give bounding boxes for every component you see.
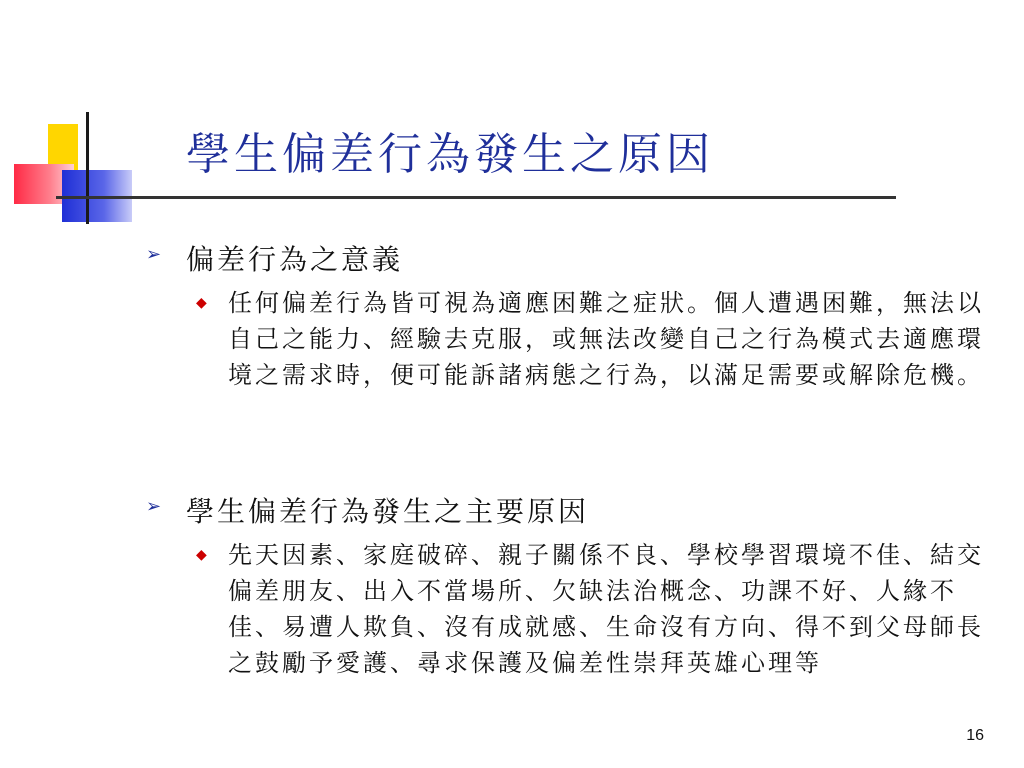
decor-vertical-line — [86, 112, 89, 224]
bullet-text: 任何偏差行為皆可視為適應困難之症狀。個人遭遇困難，無法以自己之能力、經驗去克服，或無法改變自己之行為模式去適應環境之需求時，便可能訴諸病態之行為，以滿足需要或解除危機。 — [228, 289, 984, 389]
bullet-main-causes — [196, 537, 986, 681]
diamond-bullet-icon: ◆ — [196, 547, 210, 563]
bullet-meaning-definition — [196, 285, 986, 393]
bullet-text: 先天因素、家庭破碎、親子關係不良、學校學習環境不佳、結交偏差朋友、出入不當場所、欠缺法治概念、功課不好、人緣不佳、易遭人欺負、沒有成就感、生命沒有方向、得不到父母師長之鼓勵予愛護、尋求保護及偏差性崇拜英雄心理等 — [228, 541, 984, 677]
diamond-bullet-icon: ◆ — [196, 295, 210, 311]
page-number: 16 — [966, 727, 984, 744]
section-heading-text: 偏差行為之意義 — [186, 243, 404, 276]
arrow-bullet-icon: ➢ — [146, 244, 165, 265]
title-divider-line — [56, 196, 896, 199]
slide-title: 學生偏差行為發生之原因 — [186, 129, 714, 180]
section-heading-text: 學生偏差行為發生之主要原因 — [186, 495, 590, 528]
arrow-bullet-icon: ➢ — [146, 496, 165, 517]
